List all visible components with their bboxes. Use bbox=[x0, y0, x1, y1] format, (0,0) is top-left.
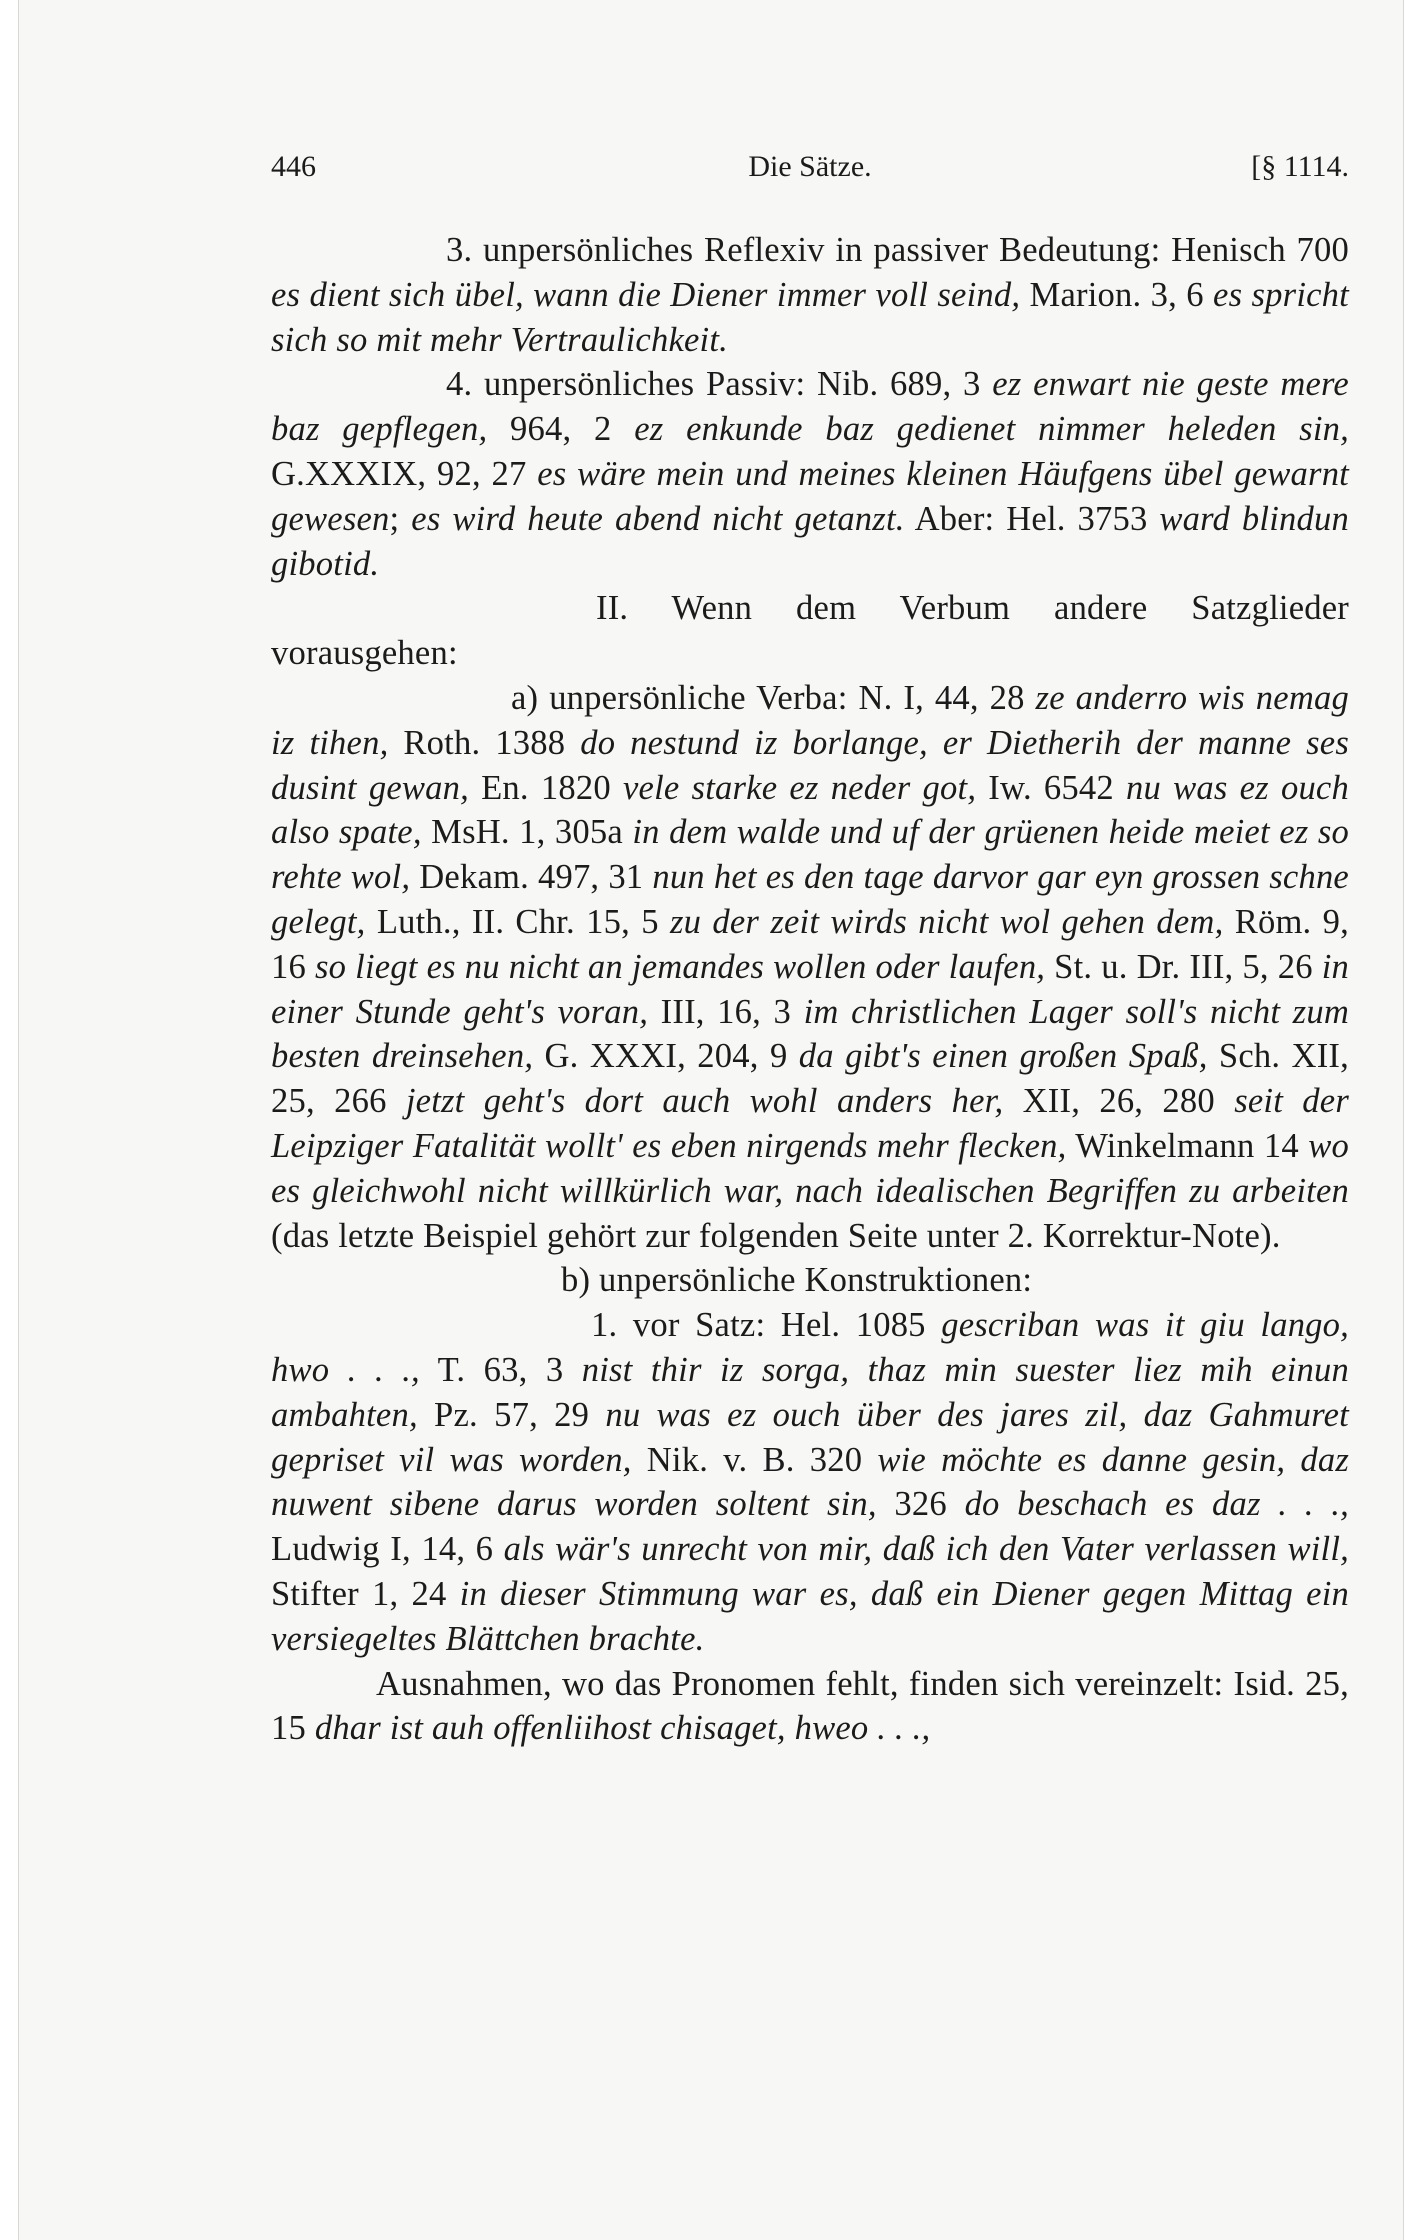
quoted-example: dhar ist auh offenliihost chisaget, hweo . . ., bbox=[314, 1709, 931, 1748]
paragraph bbox=[271, 676, 1349, 1258]
text-run: St. u. Dr. III, 5, 26 bbox=[1045, 947, 1322, 986]
text-run: Luth., II. Chr. 15, 5 bbox=[365, 902, 670, 941]
quoted-example: ez enkunde baz gedienet nimmer heleden sin, bbox=[634, 410, 1349, 449]
body-text bbox=[271, 228, 1349, 1751]
quoted-example: es wird heute abend nicht getanzt. bbox=[411, 499, 905, 538]
quoted-example: jetzt geht's dort auch wohl anders her, bbox=[405, 1082, 1004, 1121]
paragraph bbox=[271, 1258, 1349, 1303]
quoted-example: nist thir iz sorga, thaz min suester liez mih einun ambahten, bbox=[271, 1350, 1350, 1434]
scanned-page bbox=[18, 0, 1404, 2240]
paragraph bbox=[271, 1662, 1349, 1752]
quoted-example: zu der zeit wirds nicht wol gehen dem, bbox=[669, 902, 1224, 941]
quoted-example: nu was ez ouch über des jares zil, daz Gahmuret gepriset vil was worden, bbox=[271, 1395, 1349, 1479]
text-run: 1. vor Satz: Hel. 1085 bbox=[591, 1306, 942, 1345]
quoted-example: in dieser Stimmung war es, daß ein Diener gegen Mittag ein versiegeltes Blättchen brachte. bbox=[271, 1574, 1349, 1658]
page-number: 446 bbox=[271, 150, 316, 183]
text-run: Winkelmann 14 bbox=[1066, 1126, 1309, 1165]
text-run: G.XXXIX, 92, 27 bbox=[271, 454, 538, 493]
paragraph bbox=[271, 1303, 1349, 1661]
quoted-example: ward blindun gibotid. bbox=[271, 499, 1349, 583]
text-run: a) unpersönliche Verba: N. I, 44, 28 bbox=[511, 678, 1036, 717]
text-run: Stifter 1, 24 bbox=[271, 1574, 460, 1613]
running-title: Die Sätze. bbox=[748, 150, 872, 183]
text-run: 326 bbox=[876, 1485, 965, 1524]
text-run: XII, 26, 280 bbox=[1003, 1082, 1235, 1121]
quoted-example: in dem walde und uf der grüenen heide meiet ez so rehte wol, bbox=[271, 813, 1349, 897]
text-run: En. 1820 bbox=[468, 768, 623, 807]
text-run: G. XXXI, 204, 9 bbox=[533, 1037, 799, 1076]
quoted-example: im christlichen Lager soll's nicht zum besten dreinsehen, bbox=[271, 992, 1349, 1076]
quoted-example: es dient sich übel, wann die Diener immer voll seind, bbox=[271, 275, 1021, 314]
text-run: Ludwig I, 14, 6 bbox=[271, 1530, 504, 1569]
text-run: Ausnahmen, wo das Pronomen fehlt, finden sich vereinzelt: Isid. 25, 15 bbox=[271, 1664, 1349, 1748]
quoted-example: nun het es den tage darvor gar eyn grossen schne gelegt, bbox=[271, 858, 1349, 941]
quoted-example: so liegt es nu nicht an jemandes wollen oder laufen, bbox=[314, 947, 1046, 986]
paragraph bbox=[271, 586, 1349, 676]
text-run: Marion. 3, 6 bbox=[1020, 275, 1214, 314]
quoted-example: ez enwart nie geste mere baz gepflegen, bbox=[271, 365, 1349, 449]
text-run: Röm. 9, 16 bbox=[271, 902, 1349, 986]
text-run: 964, 2 bbox=[487, 410, 635, 449]
text-run: Nik. v. B. 320 bbox=[631, 1440, 878, 1479]
text-run: Sch. XII, 25, 266 bbox=[271, 1037, 1349, 1121]
quoted-example: ze anderro wis nemag iz tihen, bbox=[271, 678, 1349, 762]
quoted-example: wo es gleichwohl nicht willkürlich war, nach idealischen Begriffen zu arbeiten bbox=[271, 1126, 1349, 1210]
text-run: II. Wenn dem Verbum andere Satzglieder vorausgehen: bbox=[271, 589, 1349, 673]
paragraph bbox=[271, 362, 1349, 586]
quoted-example: seit der Leipziger Fatalität wollt' es eben nirgends mehr flecken, bbox=[271, 1082, 1349, 1165]
paragraph bbox=[271, 228, 1349, 362]
quoted-example: da gibt's einen großen Spaß, bbox=[798, 1037, 1208, 1076]
text-run: b) unpersönliche Konstruktionen: bbox=[561, 1261, 1033, 1300]
section-reference: [§ 1114. bbox=[1251, 150, 1349, 183]
quoted-example: gescriban was it giu lango, hwo . . ., bbox=[271, 1306, 1350, 1389]
text-run: Aber: Hel. 3753 bbox=[904, 499, 1160, 538]
quoted-example: es wäre mein und meines kleinen Häufgens übel gewarnt gewesen bbox=[271, 454, 1349, 538]
quoted-example: vele starke ez neder got, bbox=[622, 768, 977, 807]
text-run: III, 16, 3 bbox=[648, 992, 804, 1031]
text-run: Roth. 1388 bbox=[388, 723, 581, 762]
text-column bbox=[271, 150, 1349, 1751]
text-run: MsH. 1, 305a bbox=[421, 813, 633, 852]
text-run: Dekam. 497, 31 bbox=[410, 858, 653, 897]
text-run: T. 63, 3 bbox=[419, 1350, 582, 1389]
text-run: Pz. 57, 29 bbox=[417, 1395, 606, 1434]
quoted-example: do beschach es daz . . ., bbox=[964, 1485, 1349, 1524]
quoted-example: als wär's unrecht von mir, daß ich den Vater verlassen will, bbox=[503, 1530, 1349, 1569]
text-run: (das letzte Beispiel gehört zur folgenden Seite unter 2. Korrektur-Note). bbox=[271, 1216, 1281, 1255]
quoted-example: in einer Stunde geht's voran, bbox=[271, 947, 1349, 1031]
text-run: Iw. 6542 bbox=[976, 768, 1126, 807]
quoted-example: es spricht sich so mit mehr Vertraulichkeit. bbox=[271, 275, 1349, 359]
text-run: 4. unpersönliches Passiv: Nib. 689, 3 bbox=[446, 365, 993, 404]
text-run: ; bbox=[389, 499, 412, 538]
quoted-example: wie möchte es danne gesin, daz nuwent sibene darus worden soltent sin, bbox=[271, 1440, 1349, 1524]
text-run: 3. unpersönliches Reflexiv in passiver Bedeutung: Henisch 700 bbox=[446, 231, 1349, 269]
running-head bbox=[271, 150, 1349, 206]
quoted-example: do nestund iz borlange, er Dietherih der manne ses dusint gewan, bbox=[271, 723, 1350, 807]
quoted-example: nu was ez ouch also spate, bbox=[271, 768, 1349, 852]
